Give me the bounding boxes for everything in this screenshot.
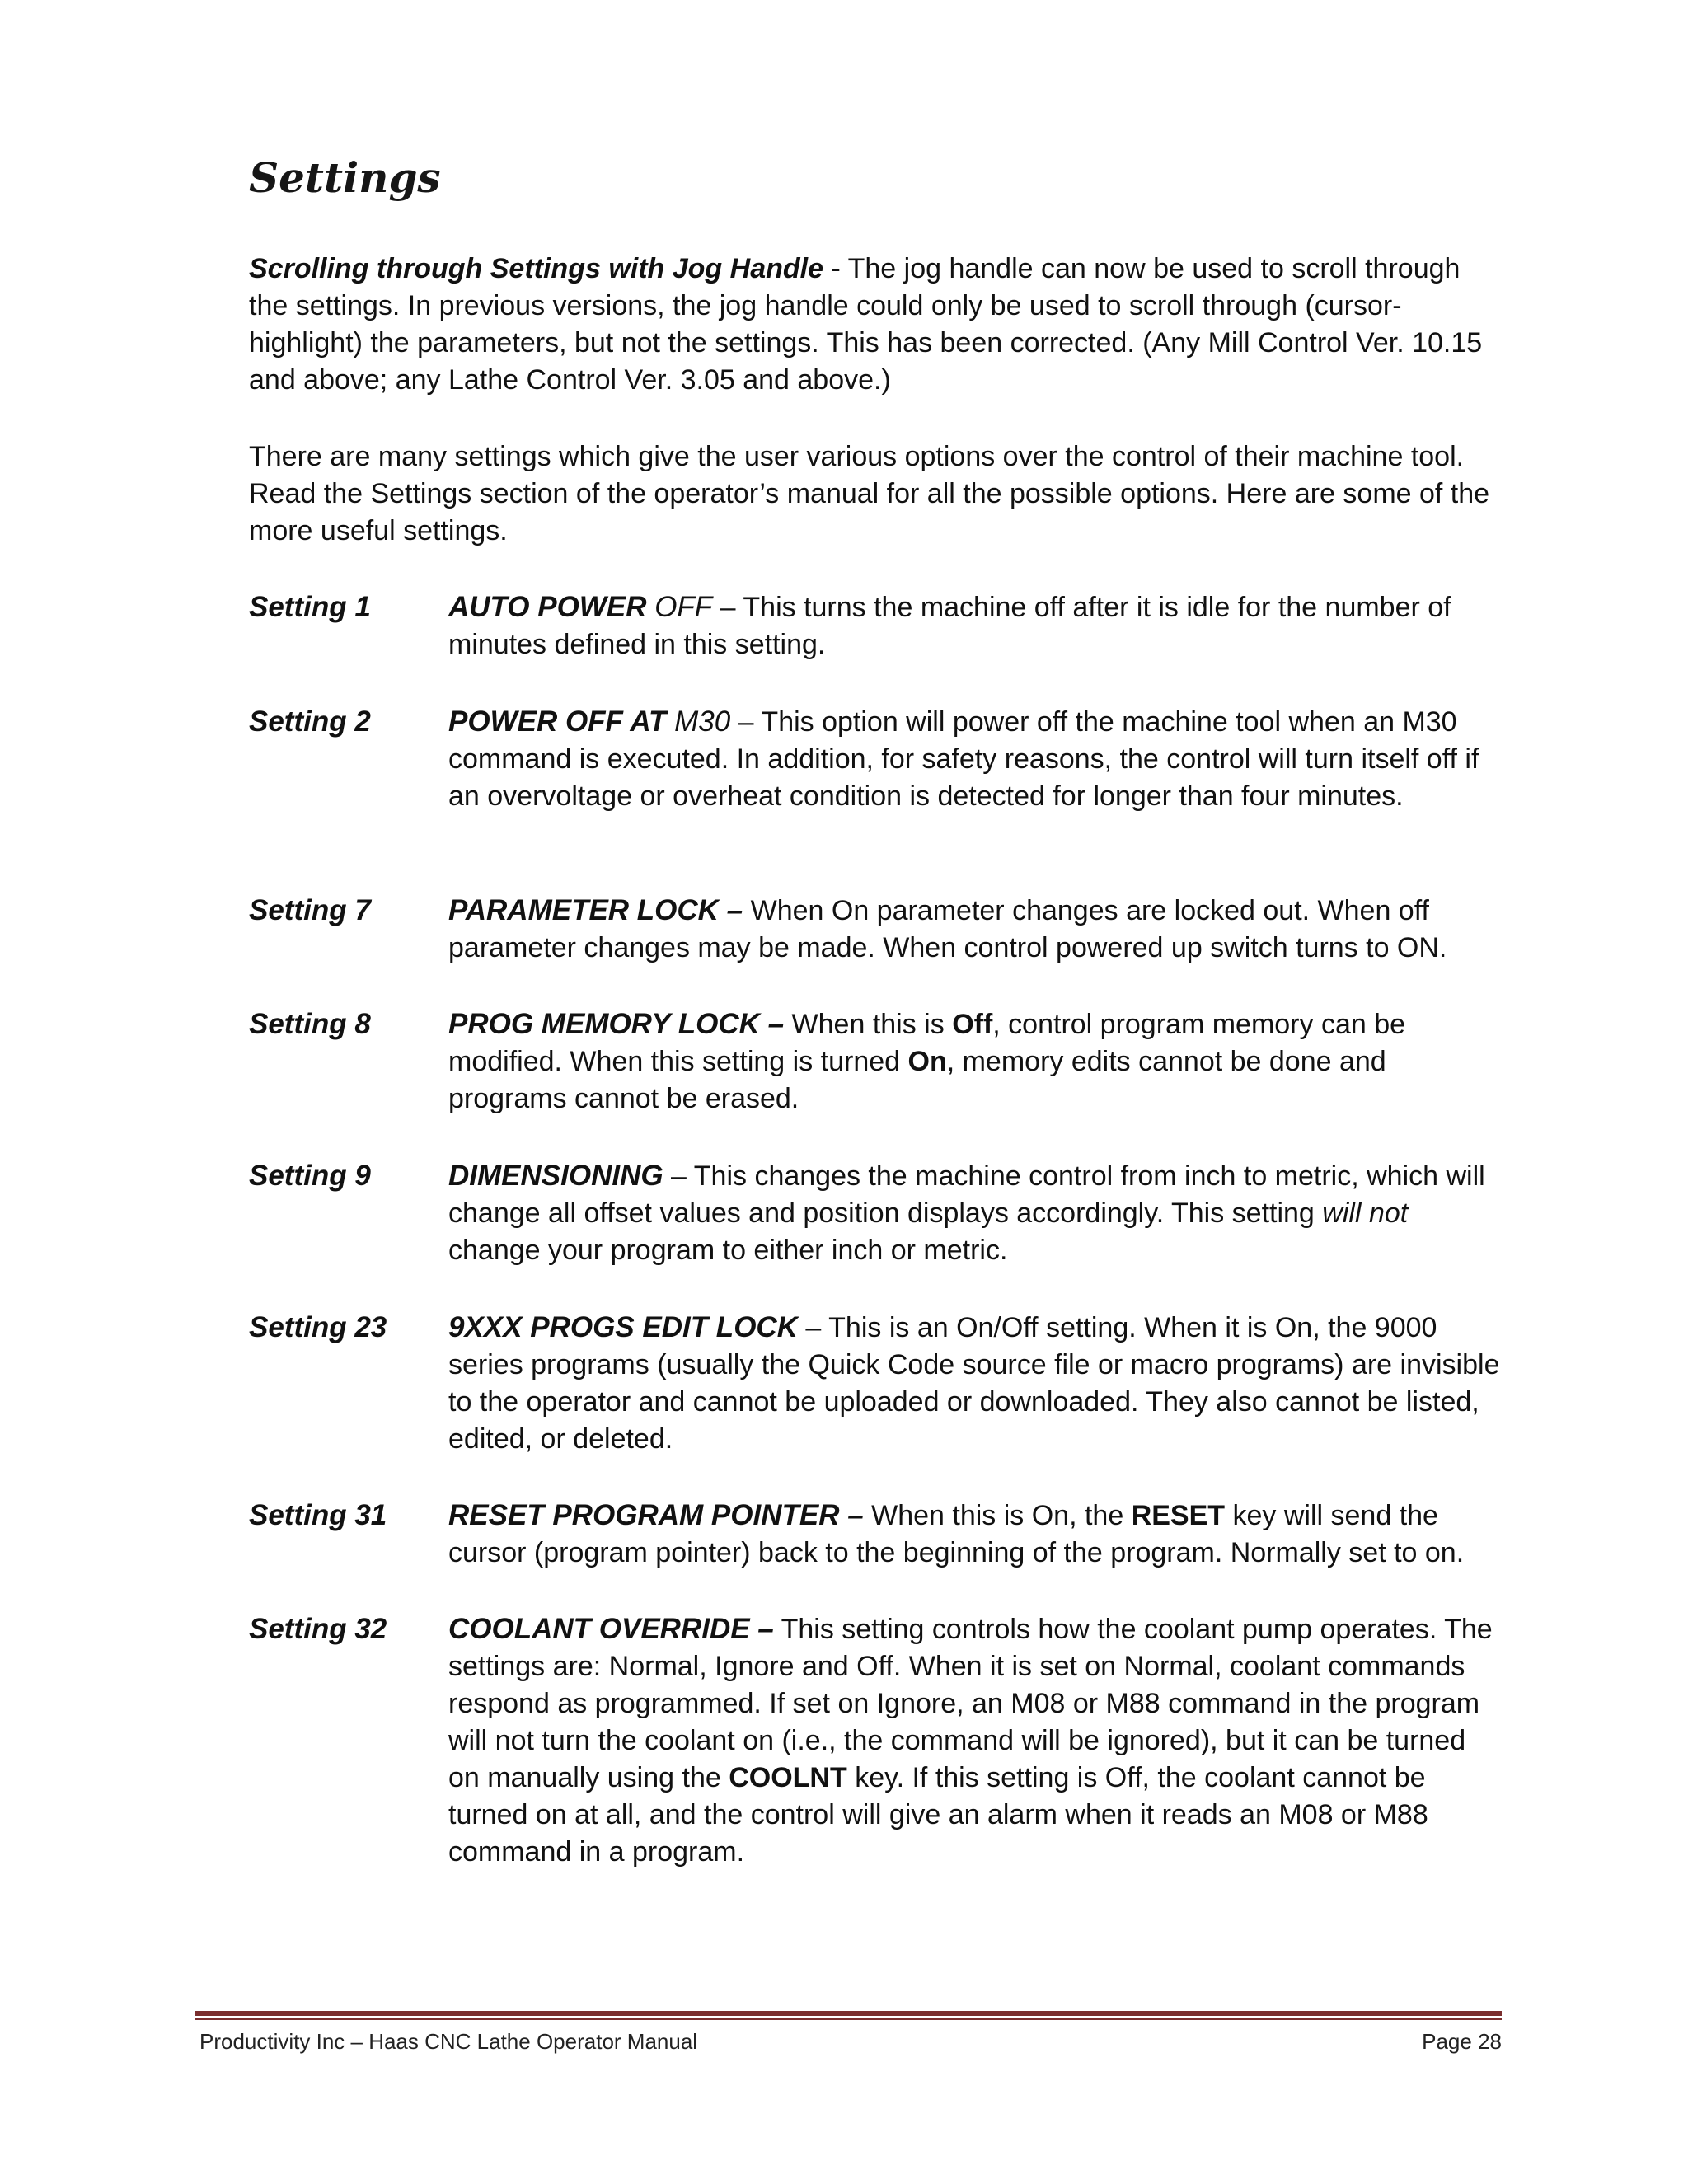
setting-text: – This changes the machine control from inch to metric, which will change all offset values and position displays accordingly. This setting [448,1160,1485,1229]
setting-text-continued: an overvoltage or overheat condition is detected for longer than four minutes. [448,780,1404,812]
jog-handle-paragraph [249,251,1502,399]
setting-text: This setting controls how the coolant pump operates. The settings are: Normal, Ignore and Off. When it is set on Normal, coolant commands respond as programmed. If set on Ignore, an M08 or M88 command in the program will not turn the coolant on (i.e., the command will be ignored), but it can be turned on manually using the [448,1614,1493,1793]
footer-manual-title: Productivity Inc – Haas CNC Lathe Operator Manual [199,2029,698,2054]
footer-rule-thick [195,2011,1502,2016]
setting-name: 9XXX PROGS EDIT LOCK [448,1311,798,1343]
emphasis-will-not: will not [1322,1197,1409,1229]
setting-label: Setting 32 [249,1613,387,1645]
setting-description [448,588,1502,663]
setting-description [448,1309,1502,1458]
setting-label: Setting 8 [249,1008,371,1040]
setting-name: COOLANT OVERRIDE – [448,1613,774,1645]
footer-page-number: Page 28 [1422,2029,1502,2054]
setting-name: DIMENSIONING [448,1160,663,1192]
jog-handle-text: - The jog handle can now be used to scroll through the settings. In previous versions, the jog handle could only be used to scroll through (cursor-highlight) the parameters, but not the settings. This has been corrected. (Any Mill Control Ver. 10.15 and above; any Lathe Control Ver. 3.05 and above.) [249,253,1483,396]
setting-text: When this is [784,1009,953,1040]
setting-label: Setting 31 [249,1499,387,1531]
setting-text: – This is an On/Off setting. When it is On, the 9000 series programs (usually the Quick Code source file or macro programs) are invisible to the operator and cannot be uploaded or downloaded. They also cannot be listed, edited, or deleted. [448,1312,1500,1455]
setting-text: key. If this setting is Off, the coolant cannot be turned on at all, and the control will give an alarm when it reads an M08 or M88 command in a program. [448,1762,1428,1868]
setting-label: Setting 23 [249,1311,387,1343]
setting-description [448,892,1502,967]
keyword-reset: RESET [1131,1500,1226,1531]
setting-name-tail: OFF [646,591,713,623]
setting-description [448,1157,1502,1269]
setting-text: key will send the cursor (program pointer) back to the beginning of the program. Normally set to on. [448,1500,1465,1568]
setting-label: Setting 1 [249,591,371,623]
setting-text: – This turns the machine off after it is idle for the number of minutes defined in this setting. [448,592,1451,660]
setting-name: AUTO POWER [448,591,647,623]
keyword-on: On [907,1046,947,1077]
setting-text: When this is On, the [863,1500,1132,1531]
setting-description [448,1497,1502,1572]
setting-text: , memory edits cannot be done and programs cannot be erased. [448,1046,1386,1114]
setting-text: change your program to either inch or metric. [448,1235,1008,1266]
jog-handle-lead: Scrolling through Settings with Jog Handle [249,253,823,284]
setting-name: PARAMETER LOCK – [448,894,743,926]
setting-description [448,1610,1502,1871]
setting-description [448,1005,1502,1118]
footer-rule-thin [195,2018,1502,2020]
keyword-coolnt: COOLNT [729,1762,847,1793]
intro-paragraph: There are many settings which give the user various options over the control of their machine tool. Read the Settings section of the operator’s manual for all the possible options. Here are some of the more useful settings. [249,441,1490,546]
setting-name-tail: M30 [666,705,731,738]
setting-label: Setting 2 [249,705,371,738]
setting-name: PROG MEMORY LOCK – [448,1008,785,1040]
setting-description [448,703,1502,815]
setting-text: – This option will power off the machine tool when an M30 command is executed. In addition, for safety reasons, the control will turn itself off if [448,706,1479,775]
setting-text: , control program memory can be modified. When this setting is turned [448,1009,1406,1077]
setting-label: Setting 9 [249,1160,371,1192]
page-title: Settings [249,153,441,202]
setting-text: When On parameter changes are locked out. When off parameter changes may be made. When control powered up switch turns to ON. [448,895,1447,963]
setting-name: RESET PROGRAM POINTER – [448,1499,864,1531]
setting-name: POWER OFF AT [448,705,667,738]
keyword-off: Off [952,1009,993,1040]
setting-label: Setting 7 [249,894,371,926]
